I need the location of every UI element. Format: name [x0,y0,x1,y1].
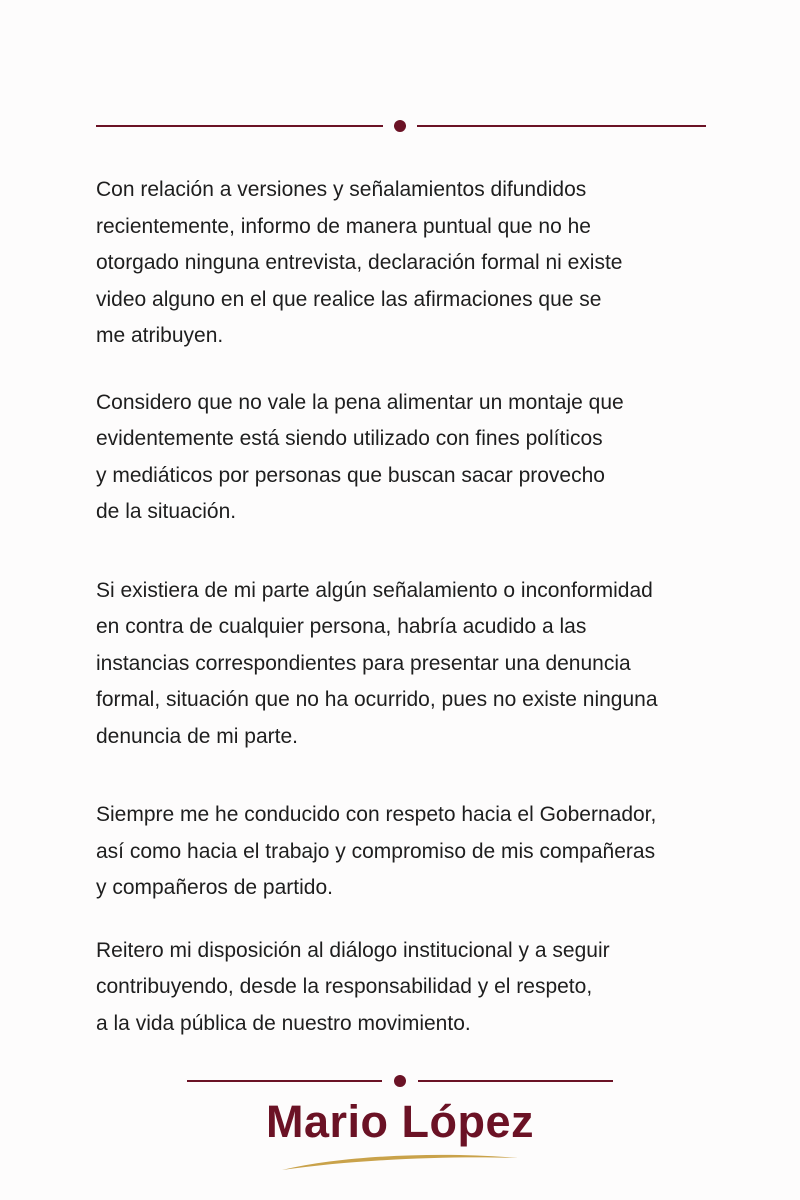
statement-paragraph: Si existiera de mi parte algún señalamiento o inconformidad en contra de cualquier persona, habría acudido a las instancias correspondientes para presentar una denuncia formal, situación que no ha ocurrido, pues no existe ninguna denuncia de mi parte. [96,578,658,748]
gold-swoosh-icon [280,1150,520,1172]
bottom-divider [187,1075,613,1087]
statement-paragraph: Reitero mi disposición al diálogo institucional y a seguir contribuyendo, desde la responsabilidad y el respeto, a la vida pública de nuestro movimiento. [96,938,610,1035]
bottom-divider-line-right [418,1080,613,1082]
top-divider [96,120,706,132]
statement-body [96,172,736,1084]
bottom-divider-line-left [187,1080,382,1082]
statement-paragraph: Considero que no vale la pena alimentar un montaje que evidentemente está siendo utilizado con fines políticos y mediáticos por personas que buscan sacar provecho de la situación. [96,390,624,523]
top-divider-line-left [96,125,383,127]
signature-name: Mario López [265,1096,534,1147]
dot-ornament-icon [394,1075,406,1087]
statement-paragraph: Siempre me he conducido con respeto hacia el Gobernador, así como hacia el trabajo y compromiso de mis compañeras y compañeros de partido. [96,803,657,899]
top-divider-line-right [417,125,706,127]
dot-ornament-icon [394,120,406,132]
statement-paragraph: Con relación a versiones y señalamientos difundidos recientemente, informo de manera puntual que no he otorgado ninguna entrevista, declaración formal ni existe video alguno en el que realice las afirmaciones que se me atribuyen. [96,178,623,347]
